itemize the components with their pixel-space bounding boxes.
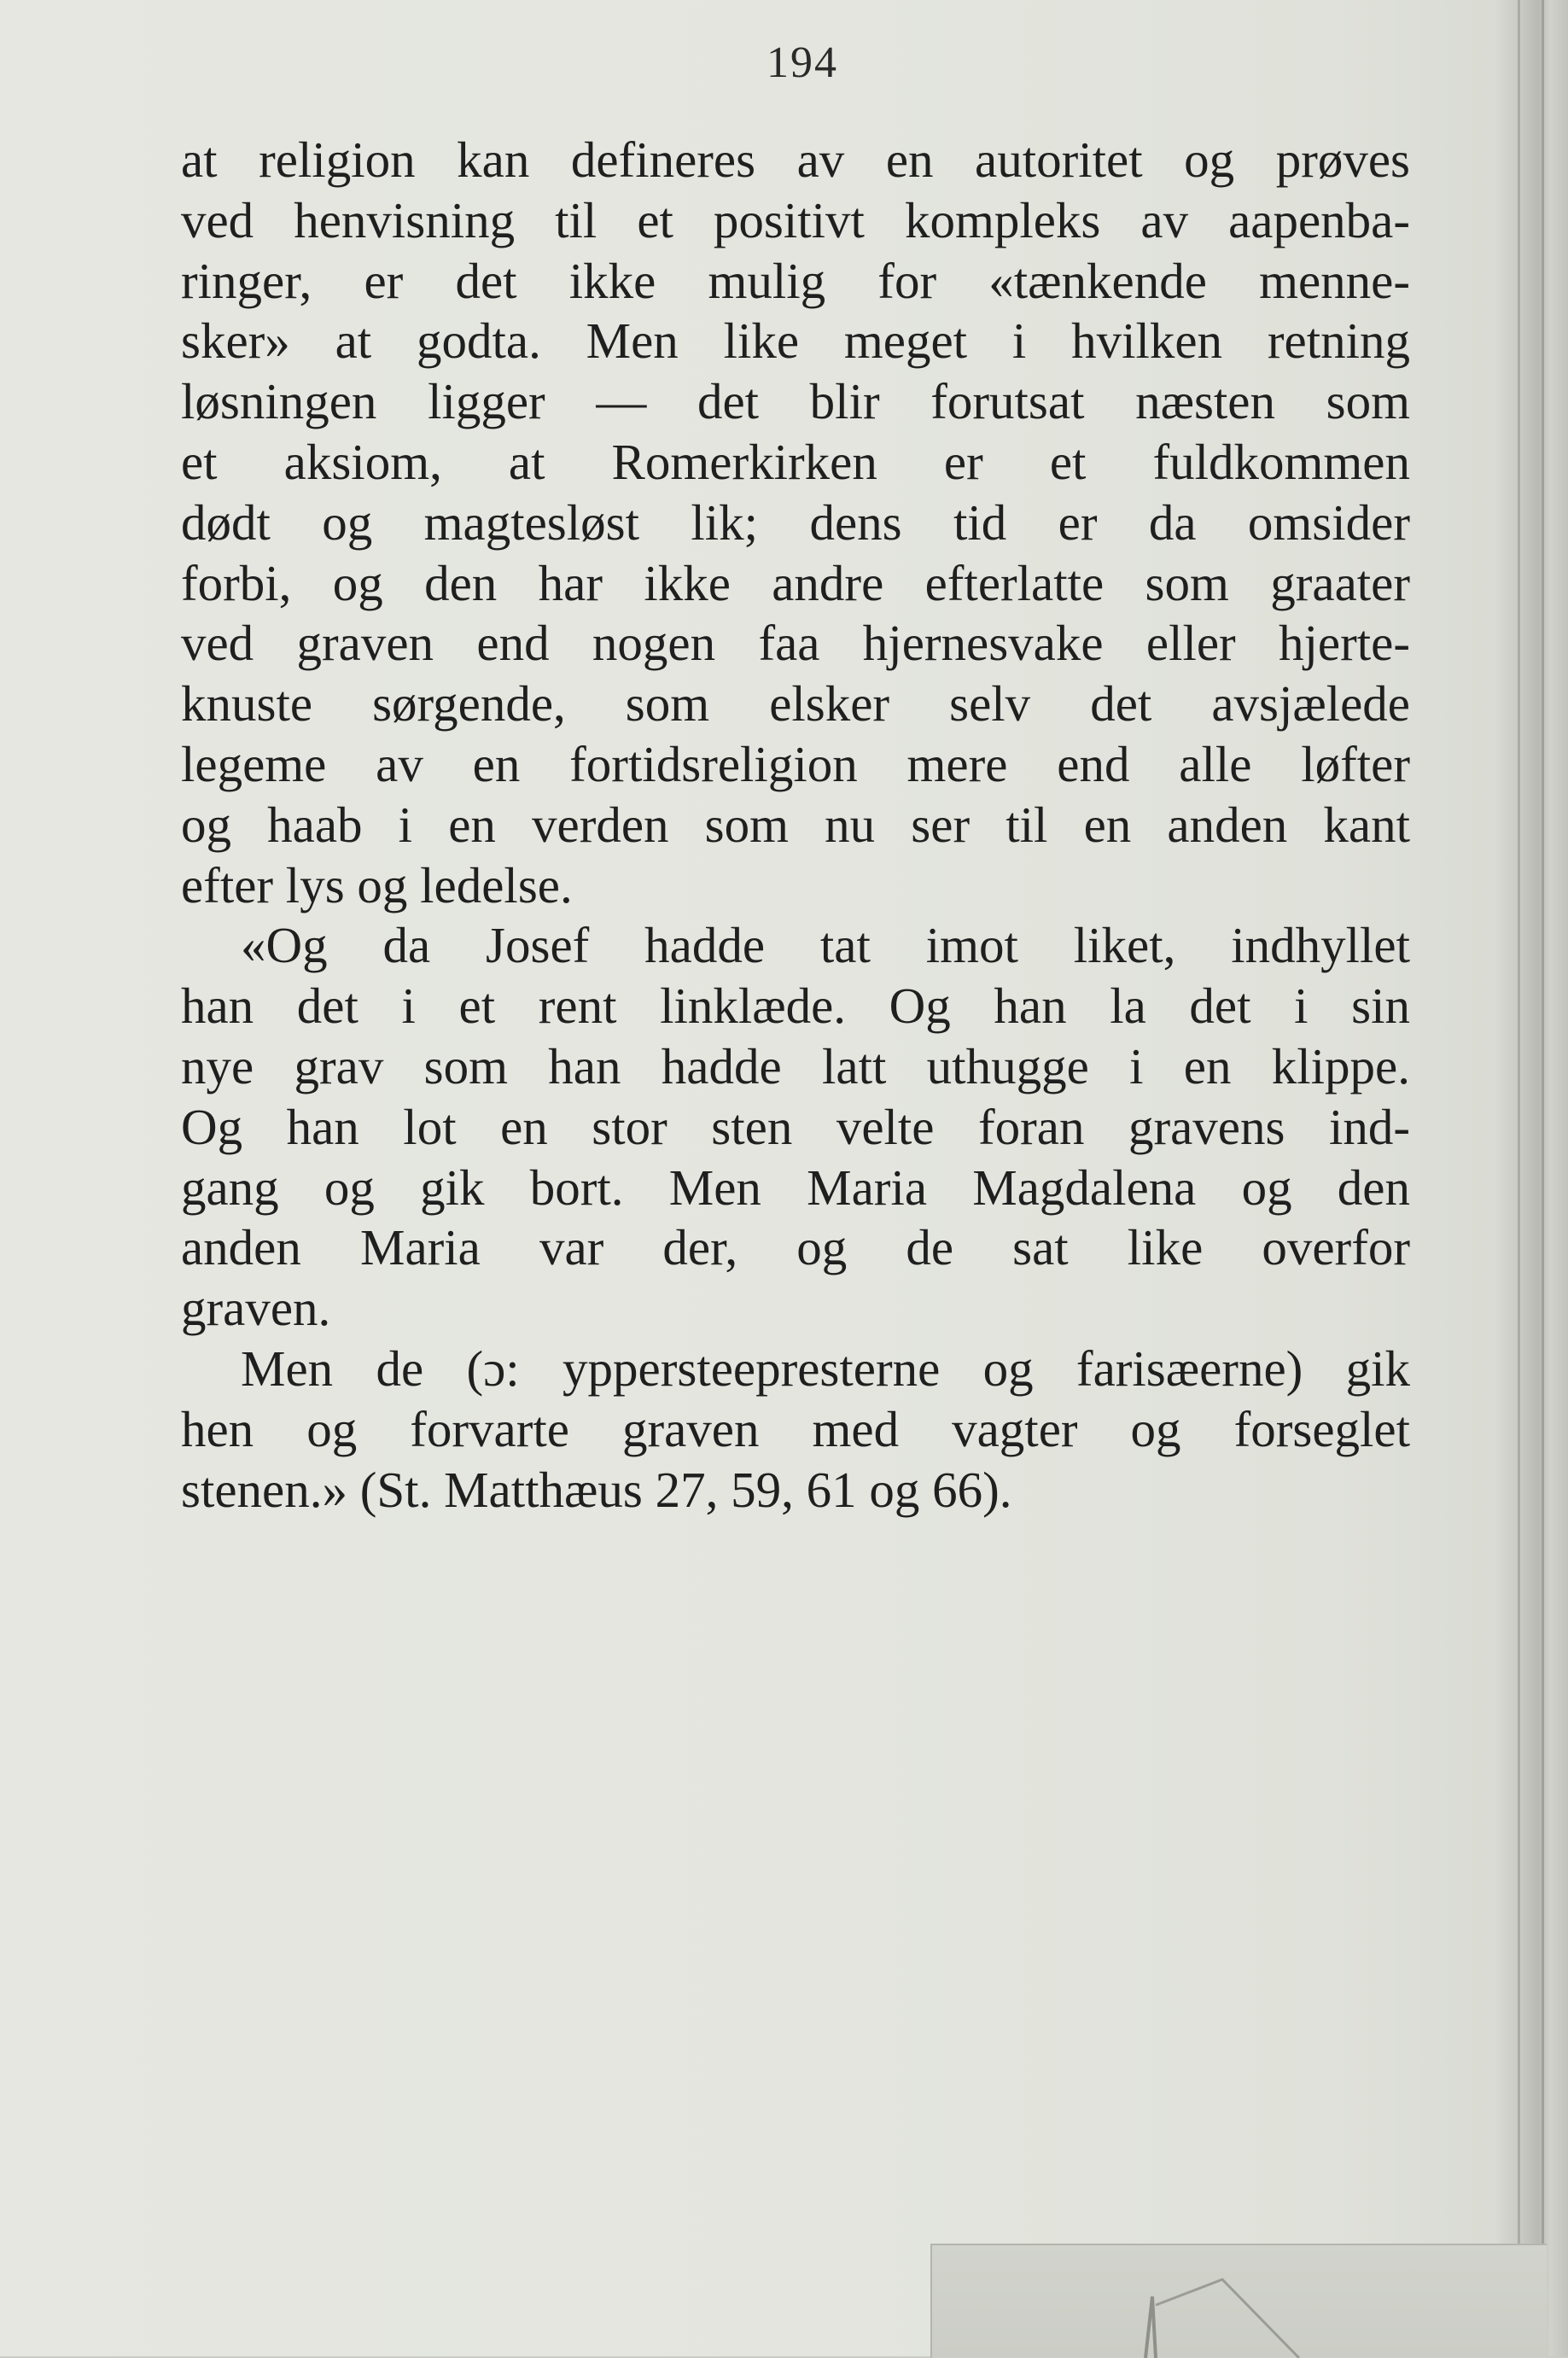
text-line: ved graven end nogen faa hjernesvake eller hjerte- xyxy=(181,615,1410,672)
text-line: og haab i en verden som nu ser til en anden kant xyxy=(181,796,1410,853)
text-line: ringer, er det ikke mulig for «tænkende menne- xyxy=(181,252,1410,309)
text-line: Men de (ɔ: yppersteepresterne og farisæerne) gik xyxy=(241,1340,1410,1397)
text-line: legeme av en fortidsreligion mere end alle løfter xyxy=(181,735,1410,792)
page-edge-line xyxy=(1542,0,1544,2356)
paragraph xyxy=(181,1339,1410,1520)
slip-sketch xyxy=(932,2245,1547,2358)
text-line: et aksiom, at Romerkirken er et fuldkommen xyxy=(181,433,1410,490)
text-line: anden Maria var der, og de sat like overfor xyxy=(181,1219,1410,1276)
inserted-paper-slip xyxy=(930,2244,1547,2358)
text-line: hen og forvarte graven med vagter og forseglet xyxy=(181,1400,1410,1457)
text-line: knuste sørgende, som elsker selv det avsjælede xyxy=(181,675,1410,732)
text-line: forbi, og den har ikke andre efterlatte som graater xyxy=(181,554,1410,611)
text-line: dødt og magtesløst lik; dens tid er da omsider xyxy=(181,493,1410,551)
paragraph xyxy=(181,130,1410,915)
page-edge-line xyxy=(1518,0,1520,2356)
text-line: Og han lot en stor sten velte foran gravens ind- xyxy=(181,1098,1410,1155)
text-line: løsningen ligger — det blir forutsat næsten som xyxy=(181,373,1410,430)
text-line: at religion kan defineres av en autoritet og prøves xyxy=(181,131,1410,188)
page-edge-shadow xyxy=(1495,0,1568,2356)
text-line: «Og da Josef hadde tat imot liket, indhyllet xyxy=(241,917,1410,974)
text-line: stenen.» (St. Matthæus 27, 59, 61 og 66). xyxy=(181,1461,1012,1518)
text-line: gang og gik bort. Men Maria Magdalena og den xyxy=(181,1159,1410,1216)
text-line: sker» at godta. Men like meget i hvilken retning xyxy=(181,312,1410,370)
text-line: graven. xyxy=(181,1280,331,1337)
text-line: efter lys og ledelse. xyxy=(181,856,573,913)
text-line: nye grav som han hadde latt uthugge i en klippe. xyxy=(181,1037,1410,1094)
page-number: 194 xyxy=(767,38,838,87)
paragraph xyxy=(181,915,1410,1339)
text-line: han det i et rent linklæde. Og han la det i sin xyxy=(181,978,1410,1035)
body-text xyxy=(181,130,1410,1520)
text-line: ved henvisning til et positivt kompleks av aapenba- xyxy=(181,191,1410,248)
